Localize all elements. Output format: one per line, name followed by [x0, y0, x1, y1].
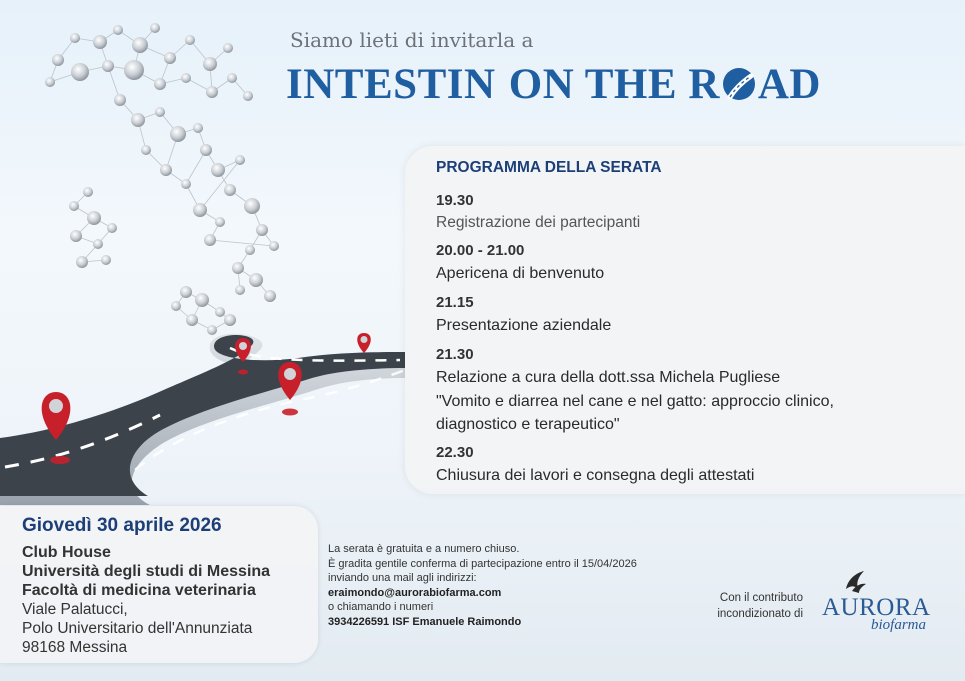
network-node	[101, 255, 111, 265]
event-title	[286, 60, 821, 109]
network-node	[224, 314, 236, 326]
program-time: 21.15	[436, 294, 474, 311]
info-line: inviando una mail agli indirizzi:	[328, 572, 477, 584]
network-node	[181, 179, 191, 189]
network-node	[193, 123, 203, 133]
network-node	[235, 155, 245, 165]
network-node	[185, 35, 195, 45]
title-part-1: INTESTIN	[286, 61, 496, 108]
network-node	[170, 126, 186, 142]
network-node	[171, 301, 181, 311]
network-node	[256, 224, 268, 236]
network-node	[69, 201, 79, 211]
network-node	[93, 35, 107, 49]
venue-address: Viale Palatucci,	[22, 601, 128, 618]
network-node	[244, 198, 260, 214]
contrib-text: Con il contributo	[719, 592, 803, 604]
italy-network-nodes	[45, 23, 279, 335]
network-node	[204, 234, 216, 246]
program-desc: "Vomito e diarrea nel cane e nel gatto: approccio clinico,	[436, 393, 834, 410]
network-node	[164, 52, 176, 64]
venue-line: Università degli studi di Messina	[22, 563, 271, 580]
network-node	[154, 78, 166, 90]
network-node	[180, 286, 192, 298]
network-node	[227, 73, 237, 83]
program-time: 21.30	[436, 346, 474, 363]
map-pin-icon-tiny	[357, 333, 371, 353]
aurora-logo-icon	[846, 571, 866, 593]
network-node	[224, 184, 236, 196]
network-node	[83, 187, 93, 197]
network-node	[45, 77, 55, 87]
program-time: 20.00 - 21.00	[436, 242, 525, 259]
network-node	[223, 43, 233, 53]
network-node	[269, 241, 279, 251]
program-time: 19.30	[436, 192, 474, 209]
network-node	[71, 63, 89, 81]
network-node	[102, 60, 114, 72]
program-desc: Apericena di benvenuto	[436, 265, 605, 282]
network-node	[155, 107, 165, 117]
network-node	[243, 91, 253, 101]
network-node	[124, 60, 144, 80]
network-node	[193, 203, 207, 217]
network-node	[232, 262, 244, 274]
network-node	[93, 239, 103, 249]
network-node	[207, 325, 217, 335]
event-date: Giovedì 30 aprile 2026	[22, 515, 222, 536]
network-node	[215, 217, 225, 227]
aurora-logo-sub: biofarma	[871, 617, 927, 633]
network-node	[264, 290, 276, 302]
contact-email[interactable]: eraimondo@aurorabiofarma.com	[328, 587, 502, 599]
network-node	[249, 273, 263, 287]
program-time: 22.30	[436, 444, 474, 461]
network-node	[150, 23, 160, 33]
program-desc: Presentazione aziendale	[436, 317, 612, 334]
road-letter-o-icon	[721, 67, 757, 101]
venue-line: Facoltà di medicina veterinaria	[22, 582, 256, 599]
program-desc: Relazione a cura della dott.ssa Michela Pugliese	[436, 369, 781, 386]
contrib-text: incondizionato di	[717, 608, 803, 620]
venue-line: Club House	[22, 544, 111, 561]
network-node	[195, 293, 209, 307]
network-node	[87, 211, 101, 225]
title-part-3: AD	[757, 61, 821, 108]
network-node	[76, 256, 88, 268]
program-desc: Registrazione dei partecipanti	[436, 214, 641, 231]
info-line: È gradita gentile conferma di partecipazione entro il 15/04/2026	[328, 558, 637, 570]
invite-text: Siamo lieti di invitarla a	[290, 28, 534, 52]
network-node	[160, 164, 172, 176]
network-node	[215, 307, 225, 317]
program-desc: Chiusura dei lavori e consegna degli attestati	[436, 467, 755, 484]
network-node	[186, 314, 198, 326]
venue-address: 98168 Messina	[22, 639, 128, 656]
title-part-2: ON THE R	[508, 61, 720, 108]
venue-address: Polo Universitario dell'Annunziata	[22, 620, 253, 637]
network-node	[70, 230, 82, 242]
network-node	[235, 285, 245, 295]
network-link	[210, 240, 274, 246]
network-node	[200, 144, 212, 156]
aurora-logo: AURORA	[822, 594, 931, 621]
network-node	[70, 33, 80, 43]
contact-phone[interactable]: 3934226591 ISF Emanuele Raimondo	[328, 616, 522, 628]
network-node	[181, 73, 191, 83]
network-node	[206, 86, 218, 98]
network-node	[141, 145, 151, 155]
info-line: La serata è gratuita e a numero chiuso.	[328, 543, 520, 555]
network-node	[113, 25, 123, 35]
network-node	[114, 94, 126, 106]
network-node	[131, 113, 145, 127]
program-desc: diagnostico e terapeutico"	[436, 416, 620, 433]
network-node	[245, 245, 255, 255]
network-node	[107, 223, 117, 233]
info-line: o chiamando i numeri	[328, 601, 434, 613]
program-title: PROGRAMMA DELLA SERATA	[436, 159, 662, 176]
network-node	[132, 37, 148, 53]
network-node	[52, 54, 64, 66]
network-node	[203, 57, 217, 71]
network-node	[211, 163, 225, 177]
